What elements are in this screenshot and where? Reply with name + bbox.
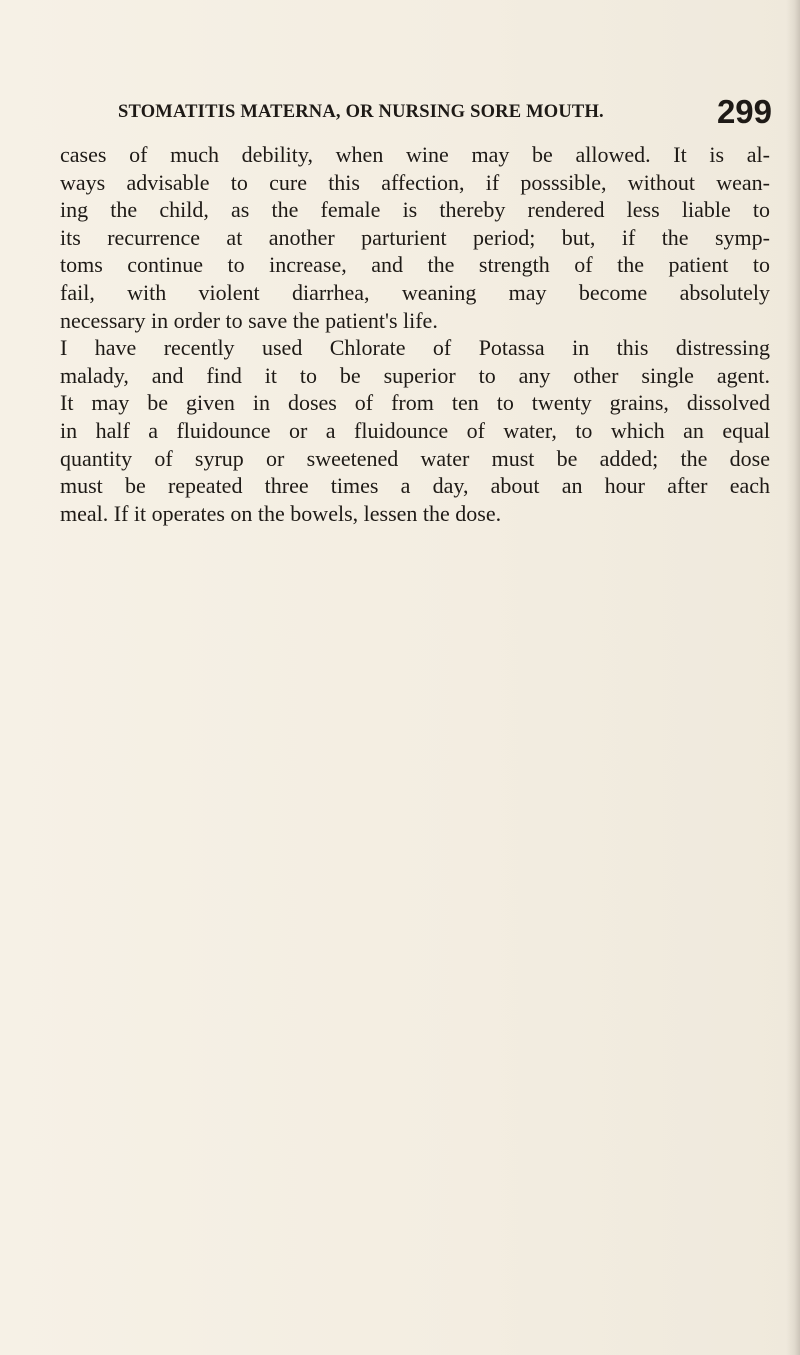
- text-line: I have recently used Chlorate of Potassa in this distressing: [60, 335, 770, 361]
- text-line: in half a fluidounce or a fluidounce of water, to which an equal: [60, 417, 770, 443]
- text-line: ing the child, as the female is thereby rendered less liable to: [60, 197, 770, 223]
- running-title: STOMATITIS MATERNA, OR NURSING SORE MOUTH.: [118, 102, 604, 122]
- text-line: fail, with violent diarrhea, weaning may become absolutely: [60, 279, 770, 305]
- page-edge-shadow: [786, 0, 800, 1355]
- text-line: its recurrence at another parturient period; but, if the symp-: [60, 224, 770, 250]
- text-line: cases of much debility, when wine may be allowed. It is al-: [60, 142, 770, 167]
- page-number: 299: [716, 93, 772, 130]
- text-line: necessary in order to save the patient's life.: [60, 307, 438, 333]
- text-line: must be repeated three times a day, about an hour after each: [60, 473, 770, 499]
- text-line: toms continue to increase, and the strength of the patient to: [60, 252, 770, 278]
- text-line: quantity of syrup or sweetened water must be added; the dose: [60, 445, 770, 471]
- paragraph-1: [60, 141, 770, 334]
- paragraph-2: [60, 334, 770, 527]
- text-line: malady, and find it to be superior to any other single agent.: [60, 362, 770, 388]
- text-line: meal. If it operates on the bowels, lessen the dose.: [60, 500, 502, 526]
- text-line: ways advisable to cure this affection, if posssible, without wean-: [60, 169, 770, 195]
- text-line: It may be given in doses of from ten to twenty grains, dissolved: [60, 390, 770, 416]
- page-header: [118, 92, 788, 132]
- body-text: [60, 141, 770, 527]
